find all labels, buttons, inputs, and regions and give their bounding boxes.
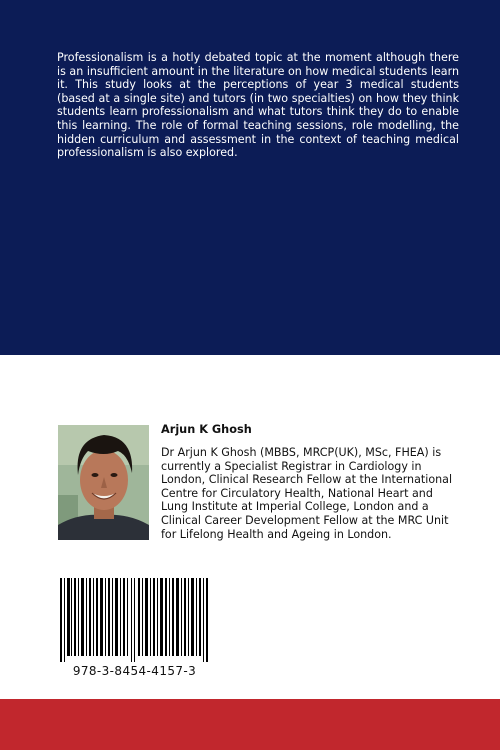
cover-bottom-band [0, 699, 500, 750]
author-name: Arjun K Ghosh [161, 423, 252, 436]
isbn-barcode [58, 578, 211, 662]
author-biography: Dr Arjun K Ghosh (MBBS, MRCP(UK), MSc, FHEA) is currently a Specialist Registrar in Cardiology in London, Clinical Research Fellow at the International Centre for Circulatory Health, National Heart and Lung Institute at Imperial College, London and a Clinical Career Development Fellow at the MRC Unit for Lifelong Health and Ageing in London. [161, 446, 453, 541]
isbn-number: 978-3-8454-4157-3 [72, 664, 197, 678]
author-portrait-image [58, 425, 149, 540]
cover-top-panel [0, 0, 500, 355]
book-description: Professionalism is a hotly debated topic at the moment although there is an insufficient amount in the literature on how medical students learn it. This study looks at the perceptions of year 3 medical students (based at a single site) and tutors (in two specialties) on how they think students learn professionalism and what tutors think they do to enable this learning. The role of formal teaching sessions, role modelling, the hidden curriculum and assessment in the context of teaching medical professionalism is also explored. [57, 51, 459, 160]
author-photo [58, 425, 149, 540]
